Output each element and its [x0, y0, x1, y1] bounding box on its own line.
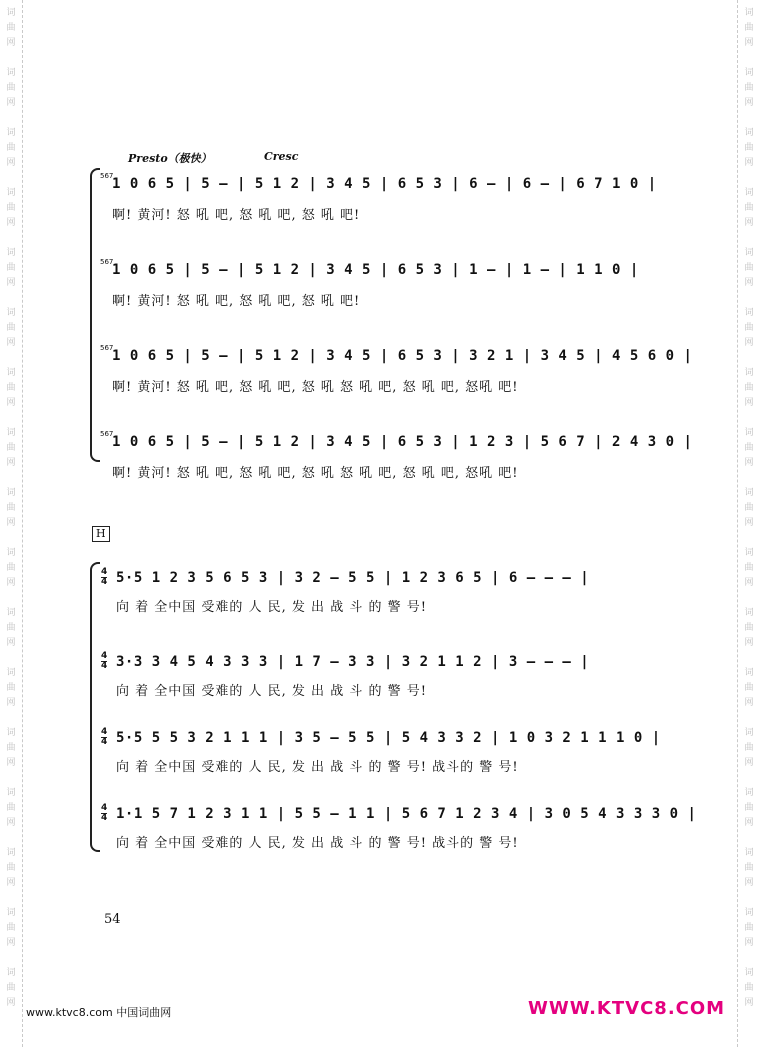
watermark-char: 词: [6, 128, 16, 138]
watermark-char: 网: [6, 758, 16, 768]
watermark-char: 网: [6, 338, 16, 348]
staff-mark: 567: [100, 258, 114, 266]
watermark-char: 网: [6, 698, 16, 708]
watermark-char: 曲: [744, 623, 754, 633]
watermark-char: 网: [6, 578, 16, 588]
watermark-char: 词: [6, 788, 16, 798]
system-brace-1: [90, 168, 100, 462]
watermark-char: 词: [6, 908, 16, 918]
watermark-char: 词: [744, 788, 754, 798]
watermark-char: 曲: [6, 83, 16, 93]
lyrics-line: 啊! 黄河! 怒 吼 吧, 怒 吼 吧, 怒 吼 怒 吼 吧, 怒 吼 吧, 怒吼 吧!: [112, 380, 519, 395]
watermark-char: 曲: [6, 263, 16, 273]
watermark-char: 词: [6, 608, 16, 618]
notes-line: 1·1 5 7 1 2 3 1 1 | 5 5 – 1 1 | 5 6 7 1 2 3 4 | 3 0 5 4 3 3 3 0 |: [116, 806, 697, 822]
watermark-char: 网: [6, 458, 16, 468]
watermark-char: 曲: [6, 623, 16, 633]
time-signature-top: 4: [101, 651, 108, 661]
watermark-char: 网: [6, 638, 16, 648]
lyrics-line: 啊! 黄河! 怒 吼 吧, 怒 吼 吧, 怒 吼 吧!: [112, 208, 361, 223]
watermark-char: 词: [6, 548, 16, 558]
watermark-char: 词: [744, 728, 754, 738]
watermark-char: 词: [744, 908, 754, 918]
watermark-char: 网: [744, 758, 754, 768]
watermark-char: 词: [6, 968, 16, 978]
watermark-char: 网: [6, 878, 16, 888]
time-signature-bottom: 4: [101, 661, 108, 671]
watermark-char: 词: [6, 8, 16, 18]
watermark-char: 曲: [744, 563, 754, 573]
watermark-char: 词: [744, 68, 754, 78]
watermark-char: 词: [6, 488, 16, 498]
watermark-char: 网: [6, 218, 16, 228]
watermark-char: 曲: [744, 743, 754, 753]
watermark-char: 网: [6, 818, 16, 828]
watermark-char: 曲: [744, 803, 754, 813]
time-signature-bottom: 4: [101, 577, 108, 587]
watermark-char: 词: [744, 548, 754, 558]
watermark-char: 曲: [744, 203, 754, 213]
watermark-char: 网: [744, 698, 754, 708]
time-signature-bottom: 4: [101, 813, 108, 823]
watermark-char: 词: [6, 428, 16, 438]
watermark-char: 词: [744, 308, 754, 318]
time-signature-top: 4: [101, 567, 108, 577]
tempo-marking: Presto（极快）: [128, 152, 212, 165]
watermark-char: 曲: [744, 143, 754, 153]
watermark-char: 曲: [6, 23, 16, 33]
watermark-char: 词: [744, 428, 754, 438]
watermark-char: 曲: [744, 263, 754, 273]
watermark-char: 网: [744, 338, 754, 348]
notes-line: 1 0 6 5 | 5 – | 5 1 2 | 3 4 5 | 6 5 3 | 1 2 3 | 5 6 7 | 2 4 3 0 |: [112, 434, 693, 450]
dynamic-marking: Cresc: [264, 150, 299, 163]
watermark-char: 网: [744, 578, 754, 588]
watermark-char: 词: [744, 368, 754, 378]
watermark-char: 网: [6, 938, 16, 948]
watermark-char: 词: [744, 968, 754, 978]
footer-logo-text: WWW.KTVC8.COM: [528, 998, 726, 1019]
notes-line: 5·5 5 5 3 2 1 1 1 | 3 5 – 5 5 | 5 4 3 3 2 | 1 0 3 2 1 1 1 0 |: [116, 730, 661, 746]
watermark-char: 词: [744, 248, 754, 258]
lyrics-line: 向 着 全中国 受难的 人 民, 发 出 战 斗 的 警 号!: [116, 600, 427, 615]
rehearsal-mark: H: [92, 526, 110, 542]
watermark-char: 曲: [744, 323, 754, 333]
watermark-char: 词: [744, 8, 754, 18]
watermark-char: 词: [744, 128, 754, 138]
staff-mark: 567: [100, 172, 114, 180]
watermark-char: 曲: [744, 923, 754, 933]
watermark-char: 曲: [6, 743, 16, 753]
watermark-char: 曲: [744, 23, 754, 33]
watermark-char: 网: [6, 998, 16, 1008]
lyrics-line: 向 着 全中国 受难的 人 民, 发 出 战 斗 的 警 号!: [116, 684, 427, 699]
notes-line: 5·5 1 2 3 5 6 5 3 | 3 2 – 5 5 | 1 2 3 6 5 | 6 – – – |: [116, 570, 590, 586]
watermark-char: 曲: [744, 983, 754, 993]
watermark-char: 网: [6, 158, 16, 168]
watermark-char: 曲: [744, 383, 754, 393]
left-watermark-strip: [0, 0, 23, 1047]
watermark-char: 词: [744, 848, 754, 858]
footer-site-text: www.ktvc8.com 中国词曲网: [26, 1006, 172, 1019]
lyrics-line: 啊! 黄河! 怒 吼 吧, 怒 吼 吧, 怒 吼 吧!: [112, 294, 361, 309]
watermark-char: 网: [744, 818, 754, 828]
watermark-char: 词: [6, 728, 16, 738]
time-signature-top: 4: [101, 727, 108, 737]
notes-line: 1 0 6 5 | 5 – | 5 1 2 | 3 4 5 | 6 5 3 | 6 – | 6 – | 6 7 1 0 |: [112, 176, 657, 192]
time-signature: [101, 728, 107, 747]
watermark-char: 词: [6, 188, 16, 198]
watermark-char: 词: [6, 68, 16, 78]
watermark-char: 网: [744, 998, 754, 1008]
watermark-char: 曲: [744, 683, 754, 693]
staff-mark: 567: [100, 430, 114, 438]
watermark-char: 曲: [6, 443, 16, 453]
lyrics-line: 啊! 黄河! 怒 吼 吧, 怒 吼 吧, 怒 吼 怒 吼 吧, 怒 吼 吧, 怒吼 吧!: [112, 466, 519, 481]
watermark-char: 曲: [6, 503, 16, 513]
watermark-char: 词: [744, 608, 754, 618]
watermark-char: 曲: [6, 683, 16, 693]
watermark-char: 曲: [6, 203, 16, 213]
system-brace-2: [90, 562, 100, 852]
watermark-char: 网: [744, 638, 754, 648]
watermark-char: 网: [6, 518, 16, 528]
watermark-char: 曲: [6, 143, 16, 153]
watermark-char: 词: [6, 368, 16, 378]
notes-line: 3·3 3 4 5 4 3 3 3 | 1 7 – 3 3 | 3 2 1 1 2 | 3 – – – |: [116, 654, 590, 670]
watermark-char: 网: [744, 518, 754, 528]
watermark-char: 词: [6, 248, 16, 258]
time-signature: [101, 804, 107, 823]
watermark-char: 网: [6, 38, 16, 48]
watermark-char: 曲: [6, 563, 16, 573]
watermark-char: 网: [744, 218, 754, 228]
watermark-char: 曲: [744, 863, 754, 873]
watermark-char: 词: [6, 308, 16, 318]
watermark-char: 曲: [6, 803, 16, 813]
watermark-char: 词: [744, 188, 754, 198]
lyrics-line: 向 着 全中国 受难的 人 民, 发 出 战 斗 的 警 号! 战斗的 警 号!: [116, 760, 519, 775]
watermark-char: 网: [6, 278, 16, 288]
page-number: 54: [104, 912, 121, 927]
watermark-char: 网: [744, 158, 754, 168]
watermark-char: 网: [744, 278, 754, 288]
lyrics-line: 向 着 全中国 受难的 人 民, 发 出 战 斗 的 警 号! 战斗的 警 号!: [116, 836, 519, 851]
watermark-char: 曲: [744, 503, 754, 513]
watermark-char: 网: [6, 398, 16, 408]
watermark-char: 曲: [6, 383, 16, 393]
watermark-char: 词: [744, 488, 754, 498]
watermark-char: 曲: [6, 323, 16, 333]
time-signature: [101, 652, 107, 671]
watermark-char: 网: [744, 458, 754, 468]
watermark-char: 网: [744, 878, 754, 888]
staff-mark: 567: [100, 344, 114, 352]
time-signature: [101, 568, 107, 587]
time-signature-bottom: 4: [101, 737, 108, 747]
watermark-char: 网: [744, 38, 754, 48]
watermark-char: 网: [6, 98, 16, 108]
watermark-char: 网: [744, 938, 754, 948]
watermark-char: 曲: [6, 983, 16, 993]
watermark-char: 词: [6, 848, 16, 858]
watermark-char: 词: [744, 668, 754, 678]
watermark-char: 曲: [6, 863, 16, 873]
notes-line: 1 0 6 5 | 5 – | 5 1 2 | 3 4 5 | 6 5 3 | 3 2 1 | 3 4 5 | 4 5 6 0 |: [112, 348, 693, 364]
watermark-char: 曲: [744, 83, 754, 93]
watermark-char: 曲: [6, 923, 16, 933]
watermark-char: 词: [6, 668, 16, 678]
notes-line: 1 0 6 5 | 5 – | 5 1 2 | 3 4 5 | 6 5 3 | 1 – | 1 – | 1 1 0 |: [112, 262, 639, 278]
right-watermark-strip: [737, 0, 760, 1047]
watermark-char: 网: [744, 398, 754, 408]
watermark-char: 网: [744, 98, 754, 108]
watermark-char: 曲: [744, 443, 754, 453]
time-signature-top: 4: [101, 803, 108, 813]
